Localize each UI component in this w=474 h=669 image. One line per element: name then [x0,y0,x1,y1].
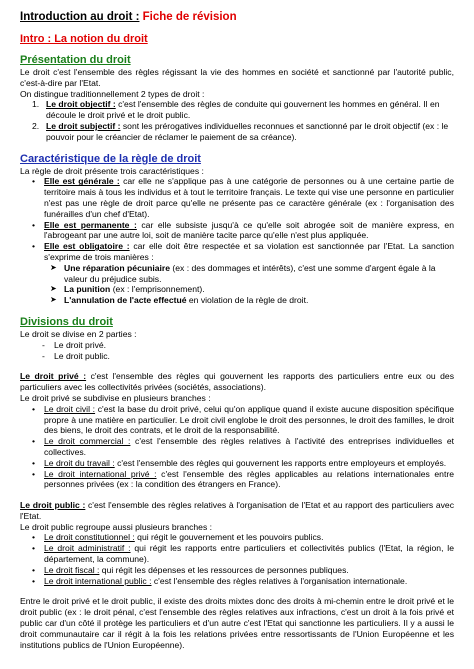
list-item: • Le droit fiscal : qui régit les dépenses et les ressources de personnes publiques. [32,564,349,575]
paragraph: La règle de droit présente trois caractéristiques : [20,165,204,176]
paragraph: Le droit c'est l'ensemble des règles régissant la vie des hommes en société et sanctionné par l'autorité public, c'est-à-dire par l'Etat. [20,67,454,88]
document-title [20,10,454,24]
list-item: - Le droit public. [42,350,110,361]
list-item: • Le droit constitutionnel : qui régit le gouvernement et les pouvoirs publics. [32,532,324,543]
bullet-icon: • [32,532,36,543]
intro-heading: Intro : La notion du droit [20,33,148,45]
bullet-list [20,532,454,586]
arrow-bullet-icon: ➤ [50,284,57,294]
section-heading-presentation: Présentation du droit [20,54,131,66]
bullet-list [20,176,454,262]
paragraph-droit-public: Le droit public : c'est l'ensemble des règles relatives à l'organisation de l'Etat et au rapport des particuliers avec l'Etat. [20,500,455,521]
bullet-icon: • [32,176,36,187]
bullet-icon: • [32,543,36,554]
list-item: • Le droit commercial : c'est l'ensemble des règles relatives à l'activité des entreprises individuelles et collectives. [32,436,454,457]
list-item: • Le droit administratif : qui régit les rapports entre particuliers et collectivités publics (l'Etat, la région, le département, la commune). [32,543,454,565]
section-heading-divisions: Divisions du droit [20,315,113,328]
list-item: • Elle est permanente : car elle subsiste jusqu'à ce qu'elle soit abrogée soit de manière express, en l'abrogeant par une autre loi, soit de manière tacite parce qu'elle n'est plus appliquée. [32,219,454,241]
list-item: 1. Le droit objectif : c'est l'ensemble des règles de conduite qui gouvernent les hommes en général. Il en découle le droit privé et le droit public. [32,99,440,121]
arrow-bullet-icon: ➤ [50,295,57,305]
list-item: • Le droit du travail : c'est l'ensemble des règles qui gouvernent les rapports entre employeurs et employés. [32,457,447,468]
list-item: • Le droit international privé : c'est l'ensemble des règles applicables au relations internationales entre personnes privées (ex : la condition des étrangers en France). [32,468,454,490]
arrow-bullet-icon: ➤ [50,262,57,272]
list-item: • Elle est obligatoire : car elle doit être respectée et sa violation est sanctionnée par l'Etat. La sanction s'exprime de trois manières : [32,241,454,262]
paragraph: Le droit se divise en 2 parties : [20,328,137,339]
title-main: Introduction au droit : [20,11,140,23]
list-item: 2. Le droit subjectif : sont les prérogatives individuelles reconnues et sanctionné par le droit objectif (ex : le pouvoir pour le créancier de réclamer le paiement de sa créance). [32,120,449,142]
bullet-icon: • [32,575,36,586]
list-item: • Le droit civil : c'est la base du droit privé, celui qu'on applique quand il existe aucune disposition spécifique propre à une matière en particulier. Le droit civil englobe le droit des personnes, le droit des familles, le droit des biens, le droit des contrats, et le droit de la responsabilité. [32,403,455,436]
bullet-list [20,404,454,490]
paragraph: On distingue traditionnellement 2 types de droit : [20,88,205,99]
parts-list [20,340,454,362]
paragraph: Le droit public regroupe aussi plusieurs branches : [20,521,213,532]
list-item: ➤ La punition (ex : l'emprisonnement). [50,284,205,295]
section-heading-caracteristique: Caractéristique de la règle de droit [20,152,201,165]
paragraph: Le droit privé se subdivise en plusieurs branches : [20,392,211,403]
dash-bullet-icon: - [42,350,45,361]
bullet-icon: • [32,219,36,230]
bullet-icon: • [32,564,36,575]
bullet-icon: • [32,241,36,252]
title-subtitle: Fiche de révision [139,11,237,23]
sanction-list [20,263,454,306]
list-item: ➤ L'annulation de l'acte effectué en violation de la règle de droit. [50,295,309,306]
list-item: • Elle est générale : car elle ne s'applique pas à une catégorie de personnes ou à une certaine partie de territoire mais à tous les individus et à tout le territoire français. Le texte qui vise une personne en particulier n'est pas une règle de droit parce qu'elle ne présente pas ce caractère générale (ex : l'organisation des funérailles d'un chef d'Etat). [32,176,454,219]
bullet-icon: • [32,457,36,468]
bullet-icon: • [32,403,36,414]
bullet-icon: • [32,468,36,479]
numbered-list [20,99,454,142]
list-item: ➤ Une réparation pécuniaire (ex : des dommages et intérêts), c'est une somme d'argent égale à la valeur du préjudice subis. [50,262,436,284]
bullet-icon: • [32,436,36,447]
list-item: • Le droit international public : c'est l'ensemble des règles relatives à l'organisation internationale. [32,575,408,586]
paragraph-droit-prive: Le droit privé : c'est l'ensemble des règles qui gouvernent les rapports des particuliers entre eux ou des particuliers avec les collectivités privées (sociétés, associations). [20,371,455,393]
paragraph-droits-mixtes: Entre le droit privé et le droit public, il existe des droits mixtes donc des droits à mi-chemin entre le droit privé et le droit public (ex : le droit pénal, c'est l'ensemble des règles relatives aux infractions, c'est un droit à la fois privé et public car d'un côté il protège les particuliers et d'un autre c'est l'Etat qui sanctionne les particuliers. Il y a aussi le droit communautaire car il régit à la fois les relations privées entre ressortissants de l'Union Européenne et les institutions publics de l'Union Européenne). [20,596,454,650]
list-item: - Le droit privé. [42,339,107,350]
dash-bullet-icon: - [42,339,45,350]
